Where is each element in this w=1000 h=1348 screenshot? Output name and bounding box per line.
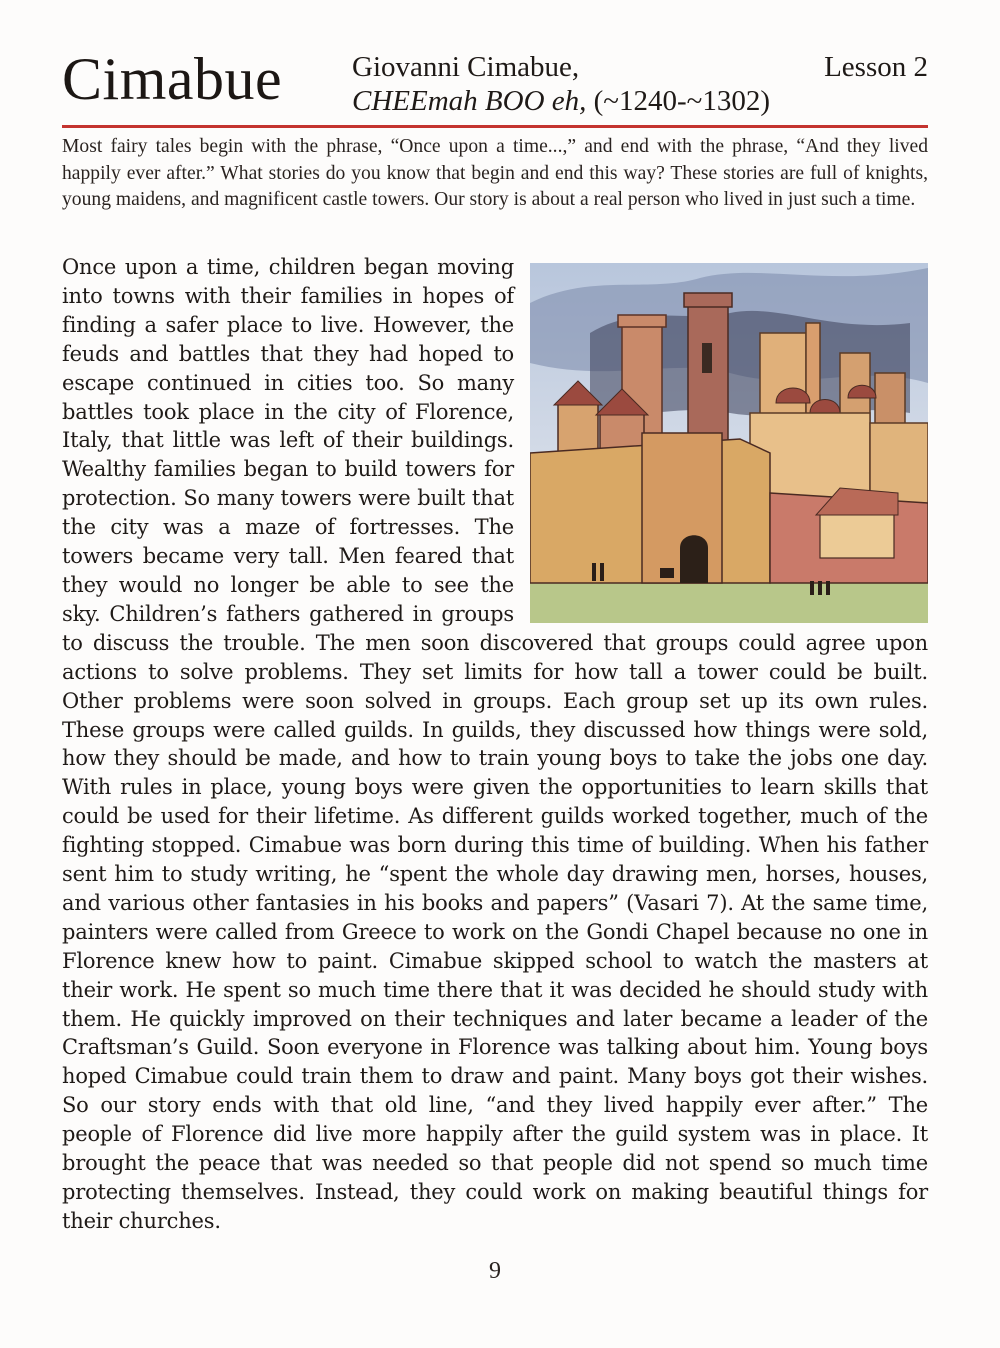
story-paragraph: Once upon a time, children began moving into towns with their families in hopes of finding a safer place to live. However, the feuds and battles that they had hoped to escape continued in cities too. So many battles took place in the city of Florence, Italy, that little was left of their buildings. Wealthy families began to build towers for protection. So many towers were built that the city was a maze of fortresses. The towers became very tall. Men feared that they would no longer be able to see the sky. Children’s fathers gathered in groups to discuss the trouble. The men soon discovered that groups could agree upon actions to solve problems. They set limits for how tall a tower could be built. Other problems were soon solved in groups. Each group set up its own rules. These groups were called guilds. In guilds, they discussed how things were sold, how they should be made, and how to train young boys to take the jobs one day. With rules in place, young boys were given the opportunities to learn skills that could be used for their lifetime. As different guilds worked together, much of the fighting stopped. Cimabue was born during this time of building. When his father sent him to study writing, he “spent the whole day drawing men, horses, houses, and various other fantasies in his books and papers” (Vasari 7). At the same time, painters were called from Greece to work on the Gondi Chapel because no one in Florence knew how to paint. Cimabue skipped school to watch the masters at their work. He spent so much time there that it was decided he should study with them. He quickly improved on their techniques and later became a leader of the Craftsman’s Guild. Soon everyone in Florence was talking about him. Young boys hoped Cimabue could train them to draw and paint. Many boys got their wishes. So our story ends with that old line, “and they lived happily ever after.” The people of Florence did live more happily after the guild system was in place. It brought the peace that was needed so that people did not spend so much time protecting themselves. Instead, they could work on making beautiful things for their churches. (62, 255, 928, 1233)
walled-city-towers-illustration-icon (530, 263, 928, 623)
artist-subtitle (352, 50, 770, 118)
header-divider (62, 125, 928, 128)
artist-pronunciation-line (352, 84, 770, 118)
walled-city-illustration (530, 263, 928, 623)
lesson-label: Lesson 2 (824, 51, 928, 83)
artist-pronunciation: CHEEmah BOO eh, (352, 85, 587, 117)
page (62, 0, 928, 1348)
page-title: Cimabue (62, 46, 283, 112)
page-number: 9 (489, 1258, 501, 1284)
intro-paragraph: Most fairy tales begin with the phrase, “Once upon a time...,” and end with the phrase, “And they lived happily ever after.” What stories do you know that begin and end this way? These stories are full of knights, young maidens, and magnificent castle towers. Our story is about a real person who lived in just such a time. (62, 136, 928, 210)
artist-dates: (~1240-~1302) (593, 85, 770, 117)
artist-full-name: Giovanni Cimabue, (352, 51, 580, 83)
lesson-header (62, 40, 928, 124)
story-section (62, 253, 928, 1236)
